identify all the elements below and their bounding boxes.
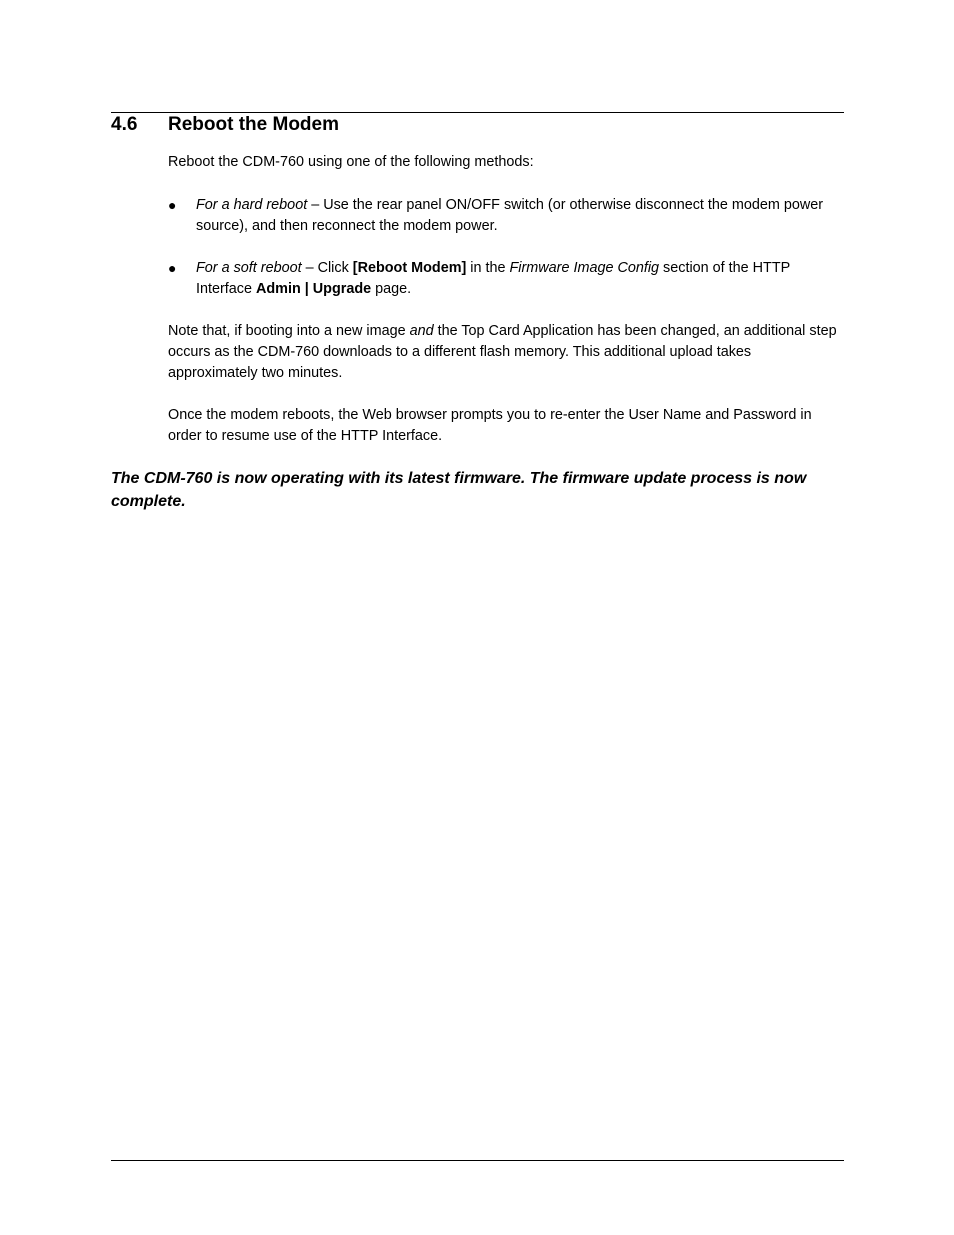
note-paragraph: Note that, if booting into a new image and the Top Card Application has been changed, an additional step occurs as the CDM-760 downloads to a different flash memory. This additional upload takes approximately two minutes. [168,323,837,381]
hard-reboot-label: For a hard reboot [196,197,308,213]
bullet-text: For a hard reboot – Use the rear panel ON/OFF switch (or otherwise disconnect the modem power source), and then reconnect the modem power. [196,197,824,234]
bullet-soft-reboot [168,258,844,300]
reboot-modem-button-ref: [Reboot Modem] [352,260,467,276]
section-number: 4.6 [111,114,138,135]
relogin-paragraph: Once the modem reboots, the Web browser prompts you to re-enter the User Name and Password in order to resume use of the HTTP Interface. [168,407,812,444]
section-title: Reboot the Modem [168,114,339,135]
footer-rule [111,1160,844,1161]
header-rule [111,112,844,113]
closing-statement: The CDM-760 is now operating with its latest firmware. The firmware update process is now complete. [111,470,807,510]
bullet-icon: ● [168,197,177,213]
section-heading [111,114,339,136]
bullet-hard-reboot [168,195,844,237]
bullet-icon: ● [168,260,177,276]
admin-upgrade-page-ref: Admin | Upgrade [256,281,372,297]
intro-paragraph: Reboot the CDM-760 using one of the following methods: [168,154,534,170]
bullet-text: For a soft reboot – Click [Reboot Modem] in the Firmware Image Config section of the HTTP Interface Admin | Upgrade page. [196,260,790,297]
note-emphasis: and [409,323,434,339]
firmware-image-config-ref: Firmware Image Config [509,260,660,276]
soft-reboot-label: For a soft reboot [196,260,302,276]
